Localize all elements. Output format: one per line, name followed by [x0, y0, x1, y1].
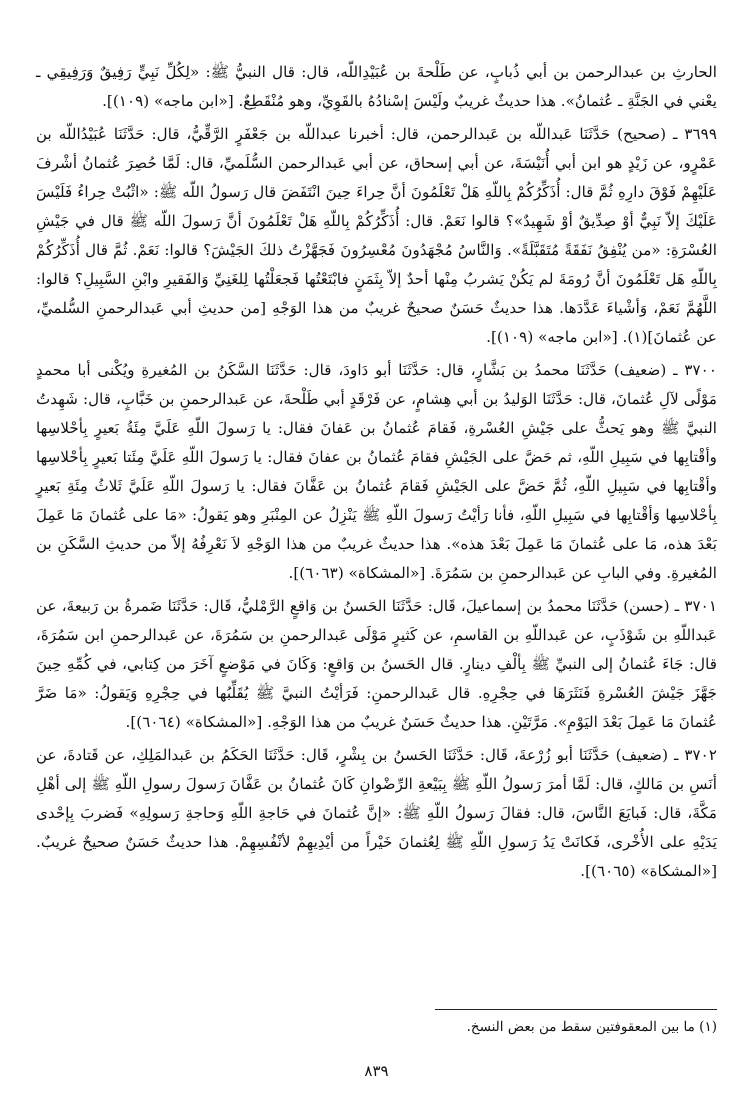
footnote: (١) ما بين المعقوفتين سقط من بعض النسخ.	[466, 1019, 717, 1035]
paragraph-hadith-3701: ٣٧٠١ ـ (حسن) حَدَّثَنَا محمدُ بن إسماعيلَ، قَال: حَدَّثَنَا الحَسنُ بن وَاقعٍ الرَّمْليُّ، قَال: حَدَّثَنَا ضَمرةُ بن رَبيعةَ، عن عَبداللّهِ بن شَوْذَبٍ، عن عَبداللّهِ بن القاسمِ، عن كَثيرٍ مَوْلَى عَبدالرحمنِ بن سَمُرَةَ، عن عَبدالرحمنِ ابن سَمُرَةَ، قال: جَاءَ عُثمانُ إلى النبيِّ ﷺ بِألْفِ دينارٍ. قال الحَسنُ بن وَاقعٍ: وَكَانَ في مَوْضعٍ آخَرَ من كِتابي، في كُمِّهِ حِينَ جَهَّزَ جَيْشَ العُسْرةِ فَنَثَرَهَا في حِجْرِهِ. قال عَبدالرحمنِ: فَرَأيْتُ النبيَّ ﷺ يُقَلِّبُها في حِجْرِهِ وَيَقولُ: «مَا ضَرَّ عُثمانَ مَا عَمِلَ بَعْدَ اليَوْمِ». مَرَّتَيْنِ. هذا حديثٌ حَسَنٌ غريبٌ من هذا الوَجْهِ. [«المشكاة» (٦٠٦٤)].	[36, 597, 717, 731]
paragraph-hadith-3699: ٣٦٩٩ ـ (صحيح) حَدَّثَنَا عَبداللّه بن عَبدالرحمن، قال: أخبرنا عبداللّه بن جَعْفَرٍ الرَّقِّيُّ، قال: حَدَّثَنَا عُبَيْدُاللّه بن عَمْرٍو، عن زَيْدٍ هو ابن أبي أُنَيْسَةَ، عن أبي إسحاق، عن أبي عَبدالرحمن السُّلَميِّ، قال: لَمَّا حُصِرَ عُثمانُ أشْرفَ عَلَيْهِمْ فَوْقَ دارِهِ ثُمَّ قال: أُذَكِّرُكُمْ بِاللّهِ هَلْ تَعْلَمُونَ أنَّ حِراءَ حِينَ انْتَفَضَ قال رَسولُ اللّه ﷺ: «اثْبُتْ حِراءُ فَلَيْسَ عَلَيْكَ إلاّ نَبِيٌّ أوْ صِدِّيقٌ أوْ شَهِيدٌ»؟ قالوا نَعَمْ. قال: أُذَكِّرُكُمْ بِاللّهِ هَلْ تَعْلَمُونَ أنَّ رَسولَ اللّه ﷺ قال في جَيْشِ العُسْرَةِ: «من يُنْفِقُ نَفَقَةً مُتَقَبَّلَةً». وَالنَّاسُ مُجْهَدُونَ مُعْسِرُونَ فَجَهَّزْتُ ذلكَ الجَيْشَ؟ قالوا: نَعَمْ. ثُمَّ قال أُذَكِّرُكُمْ بِاللّهِ هَل تَعْلَمُونَ أنَّ رُومَةَ لم يَكُنْ يَشربُ مِنْها أحدٌ إلاّ بِثَمَنٍ فابْتَعْتُها فَجعَلْتُها لِلغَنِيِّ وَالفَقيرِ وابْنِ السَّبِيلِ؟ قالوا: اللَّهُمَّ نَعَمْ، وَأشْياءَ عَدَّدَها. هذا حديثٌ حَسَنٌ صحيحٌ غريبٌ من هذا الوَجْهِ [من حديثِ أبي عَبدالرحمنِ السُّلميِّ، عن عُثمانَ](١). [«ابن ماجه» (١٠٩)].	[36, 125, 717, 346]
paragraph-intro: الحارثِ بن عبدالرحمن بن أبي ذُبابٍ، عن طَلْحةَ بن عُبَيْدِاللّه، قال: قال النبيُّ ﷺ: «لِكُلِّ نَبِيٍّ رَفِيقٌ وَرَفِيقِي ـ يعْني في الجَنَّةِ ـ عُثمانُ». هذا حديثٌ غريبٌ ولَيْسَ إسْنادُهُ بالقَوِيِّ، وهو مُنْقَطِعٌ. [«ابن ماجه» (١٠٩)].	[36, 63, 717, 110]
body-text	[36, 58, 717, 886]
paragraph-hadith-3700: ٣٧٠٠ ـ (ضعيف) حَدَّثَنَا محمدُ بن بَشَّارٍ، قال: حَدَّثَنَا أبو دَاودَ، قال: حَدَّثَنَا السَّكَنُ بن المُغيرةِ ويُكْنى أبا محمدٍ مَوْلًى لآلِ عُثمانَ، قال: حَدَّثَنَا الوَليدُ بن أبي هِشامٍ، عن فَرْقَدٍ أبي طَلْحةَ، عن عَبدالرحمنِ بن خَبَّابٍ، قال: شَهِدتُ النبيَّ ﷺ وهو يَحثُّ على جَيْشِ العُسْرةِ، فَقامَ عُثمانُ بن عَفانَ فقال: يا رَسولَ اللّهِ عَلَيَّ مِئَةُ بَعيرٍ بِأحْلاسِها وأقْتابِها في سَبِيلِ اللّهِ، ثم حَضَّ على الجَيْشِ فقامَ عُثمانُ بن عفانَ فقال: يا رَسولَ اللّهِ عَلَيَّ مِئَتا بَعيرٍ بِأحْلاسِها وأقْتابِها في سَبِيلِ اللّهِ، ثُمَّ حَضَّ على الجَيْشِ فَقامَ عُثمانُ بن عَفَّانَ فقال: يا رَسولَ اللّهِ عَلَيَّ ثَلاثُ مِئَةِ بَعيرٍ بِأحْلاسِها وَأقْتابِها في سَبِيلِ اللّهِ، فأنا رَأيْتُ رَسولَ اللّهِ ﷺ يَنْزِلُ عن المِنْبَرِ وهو يَقولُ: «مَا على عُثمانَ مَا عَمِلَ بَعْدَ هذه، مَا على عُثمانَ مَا عَمِلَ بَعْدَ هذه». هذا حديثٌ غريبٌ من هذا الوَجْهِ لاَ نَعْرِفُهُ إلاّ من حديثِ السَّكَنِ بن المُغيرةِ. وفي البابِ عن عَبدالرحمنِ بن سَمُرَةَ. [«المشكاة» (٦٠٦٣)].	[36, 361, 717, 582]
footnote-divider	[435, 1009, 717, 1010]
paragraph-hadith-3702: ٣٧٠٢ ـ (ضعيف) حَدَّثَنَا أبو زُرْعةَ، قَال: حَدَّثَنَا الحَسنُ بن بِشْرٍ، قَال: حَدَّثَنَا الحَكَمُ بن عَبدالمَلِكِ، عن قَتادةَ، عن أنَسِ بن مَالكٍ، قال: لَمَّا أمرَ رَسولُ اللّهِ ﷺ بِبَيْعةِ الرِّضْوانِ كَانَ عُثمانُ بن عَفَّانَ رَسولَ رسولِ اللّهِ ﷺ إلى أهْلِ مَكَّةَ، قال: فَبايَعَ النَّاسَ، قال: فقالَ رَسولُ اللّهِ ﷺ: «إنَّ عُثمانَ في حَاجةِ اللّهِ وَحاجةِ رَسولِهِ» فَضربَ بِإحْدى يَدَيْهِ على الأُخْرى، فَكانَتْ يَدُ رَسولِ اللّهِ ﷺ لِعُثمانَ خَيْراً من أيْدِيهِمْ لأنْفُسِهِمْ. هذا حديثٌ حَسَنٌ صحيحٌ غريبٌ. [«المشكاة» (٦٠٦٥)].	[36, 746, 717, 880]
page-number: ٨٣٩	[364, 1062, 389, 1080]
